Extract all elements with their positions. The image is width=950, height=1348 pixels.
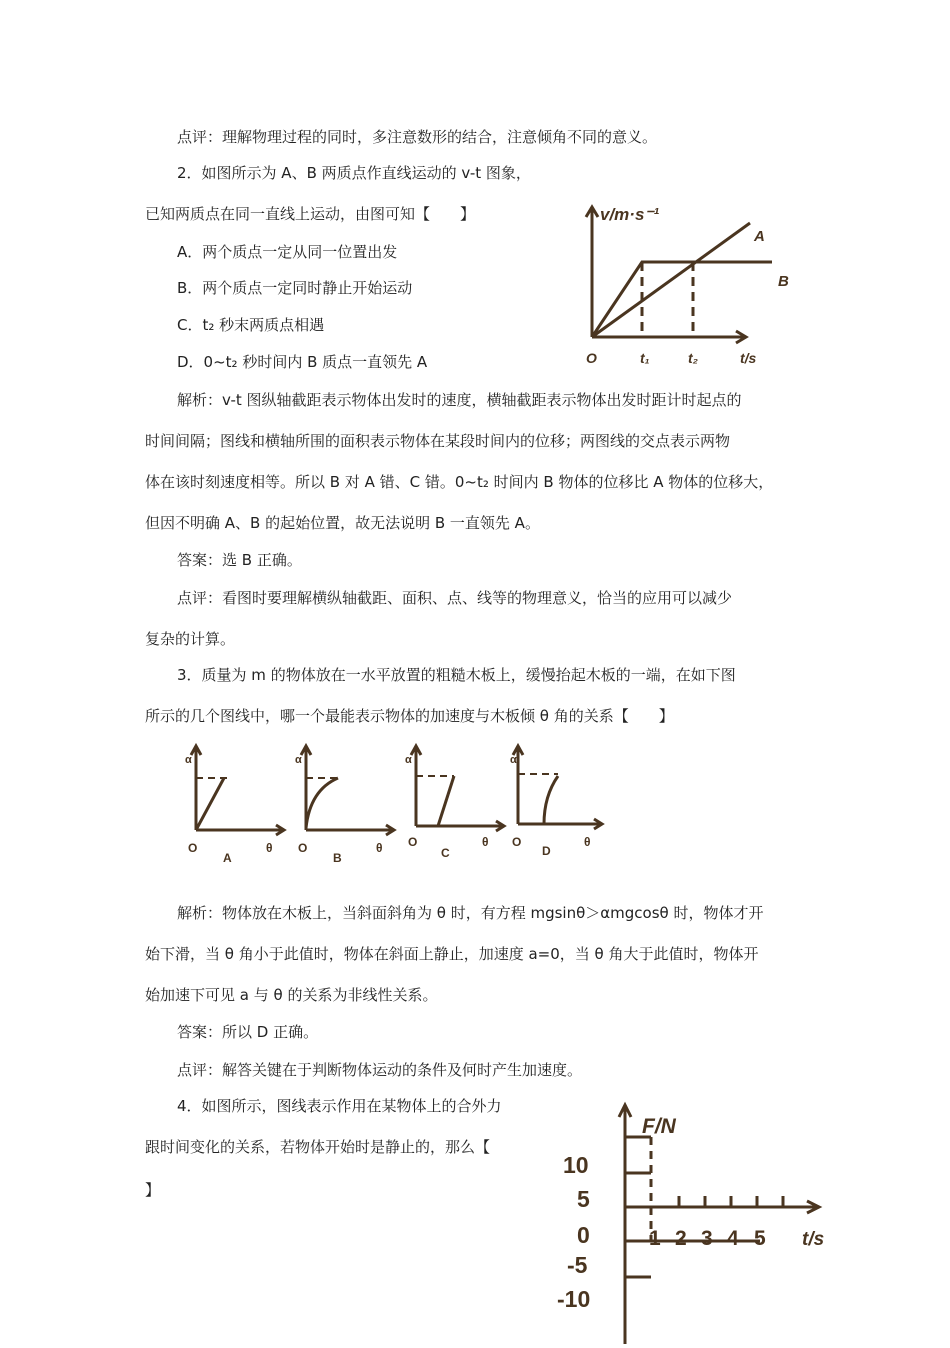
analysis-3-line1: 解析：物体放在木板上，当斜面斜角为 θ 时，有方程 mgsinθ＞αmgcosθ 时，物体才开	[177, 904, 764, 922]
answer-2: 答案：选 B 正确。	[177, 551, 302, 569]
ft-xtick-label-5: 5	[754, 1227, 766, 1250]
question-2-stem-cont: 已知两质点在同一直线上运动，由图可知【 】	[145, 205, 476, 223]
ft-ytick-label-neg5: -5	[567, 1252, 588, 1278]
graph-b-origin: O	[298, 841, 308, 855]
vt-t1-label: t₁	[640, 350, 650, 366]
ft-graph	[555, 1095, 845, 1344]
graph-a-name: A	[223, 851, 232, 865]
graph-d-ylabel: α	[510, 754, 517, 766]
comment-3: 点评：解答关键在于判断物体运动的条件及何时产生加速度。	[177, 1061, 583, 1079]
option-c: C．t₂ 秒末两质点相遇	[177, 316, 325, 334]
ft-ytick-label-5: 5	[577, 1186, 590, 1212]
ft-xtick-label-3: 3	[701, 1227, 713, 1250]
graph-c-xlabel: θ	[482, 835, 489, 849]
question-3-stem-cont: 所示的几个图线中，哪一个最能表示物体的加速度与木板倾 θ 角的关系【 】	[145, 707, 674, 725]
ft-ylabel: F/N	[642, 1115, 676, 1138]
vt-t2-label: t₂	[688, 350, 699, 366]
ft-xlabel: t/s	[802, 1229, 825, 1250]
graph-d-curve	[544, 776, 558, 824]
comment-2-line1: 点评：看图时要理解横纵轴截距、面积、点、线等的物理意义，恰当的应用可以减少	[177, 589, 733, 607]
graph-a-origin: O	[188, 841, 198, 855]
graph-d-xlabel: θ	[584, 835, 591, 849]
ft-ytick-label-neg10: -10	[557, 1286, 591, 1312]
vt-xlabel: t/s	[740, 350, 757, 366]
graph-a-curve	[196, 778, 224, 830]
graph-option-c	[400, 740, 515, 870]
analysis-2-line1: 解析：v-t 图纵轴截距表示物体出发时的速度，横轴截距表示物体出发时距计时起点的	[177, 391, 742, 409]
vt-label-b: B	[778, 273, 789, 290]
analysis-2-line2: 时间间隔；图线和横轴所围的面积表示物体在某段时间内的位移；两图线的交点表示两物	[145, 432, 731, 450]
ft-xtick-label-4: 4	[727, 1227, 739, 1250]
comment-1: 点评：理解物理过程的同时，多注意数形的结合，注意倾角不同的意义。	[177, 128, 658, 146]
graph-option-d	[510, 740, 625, 870]
answer-3: 答案：所以 D 正确。	[177, 1023, 319, 1041]
graph-c-lines	[400, 740, 515, 870]
analysis-2-line4: 但因不明确 A、B 的起始位置，故无法说明 B 一直领先 A。	[145, 514, 540, 532]
vt-origin: O	[586, 350, 597, 366]
graph-b-xlabel: θ	[376, 841, 383, 855]
graph-b-name: B	[333, 851, 342, 865]
question-3-stem: 3．质量为 m 的物体放在一水平放置的粗糙木板上，缓慢抬起木板的一端，在如下图	[177, 666, 736, 684]
vt-label-a: A	[754, 228, 765, 245]
graph-option-b	[290, 740, 405, 870]
ft-ytick-label-10: 10	[563, 1152, 589, 1178]
vt-ylabel: v/m·s⁻¹	[600, 205, 660, 224]
analysis-3-line2: 始下滑，当 θ 角小于此值时，物体在斜面上静止，加速度 a=0，当 θ 角大于此值时，物体开	[145, 945, 759, 963]
graph-a-xlabel: θ	[266, 841, 273, 855]
graph-c-name: C	[441, 846, 450, 860]
graph-d-name: D	[542, 844, 551, 858]
vt-graph	[560, 195, 820, 375]
ft-xtick-label-2: 2	[675, 1227, 687, 1250]
graph-c-curve	[438, 776, 454, 826]
graph-option-a	[180, 740, 295, 870]
graph-d-origin: O	[512, 835, 522, 849]
graph-b-curve	[306, 778, 338, 828]
ft-xtick-label-1: 1	[649, 1227, 661, 1250]
graph-b-ylabel: α	[295, 754, 302, 766]
graph-c-ylabel: α	[405, 754, 412, 766]
graph-a-ylabel: α	[185, 754, 192, 766]
vt-line-a	[592, 223, 750, 337]
graph-d-lines	[510, 740, 625, 870]
ft-ytick-label-0: 0	[577, 1222, 590, 1248]
question-4-bracket-close: 】	[145, 1181, 161, 1199]
analysis-3-line3: 始加速下可见 a 与 θ 的关系为非线性关系。	[145, 986, 438, 1004]
analysis-2-line3: 体在该时刻速度相等。所以 B 对 A 错、C 错。0~t₂ 时间内 B 物体的位移比 A 物体的位移大，	[145, 473, 774, 491]
question-2-stem: 2．如图所示为 A、B 两质点作直线运动的 v-t 图象，	[177, 164, 531, 182]
option-d: D．0~t₂ 秒时间内 B 质点一直领先 A	[177, 353, 428, 371]
question-4-stem-cont: 跟时间变化的关系，若物体开始时是静止的，那么【	[145, 1138, 491, 1156]
comment-2-line2: 复杂的计算。	[145, 630, 236, 648]
ft-graph-lines	[555, 1095, 845, 1344]
option-a: A．两个质点一定从同一位置出发	[177, 243, 398, 261]
graph-c-origin: O	[408, 835, 418, 849]
option-b: B．两个质点一定同时静止开始运动	[177, 279, 413, 297]
question-4-stem: 4．如图所示，图线表示作用在某物体上的合外力	[177, 1097, 502, 1115]
